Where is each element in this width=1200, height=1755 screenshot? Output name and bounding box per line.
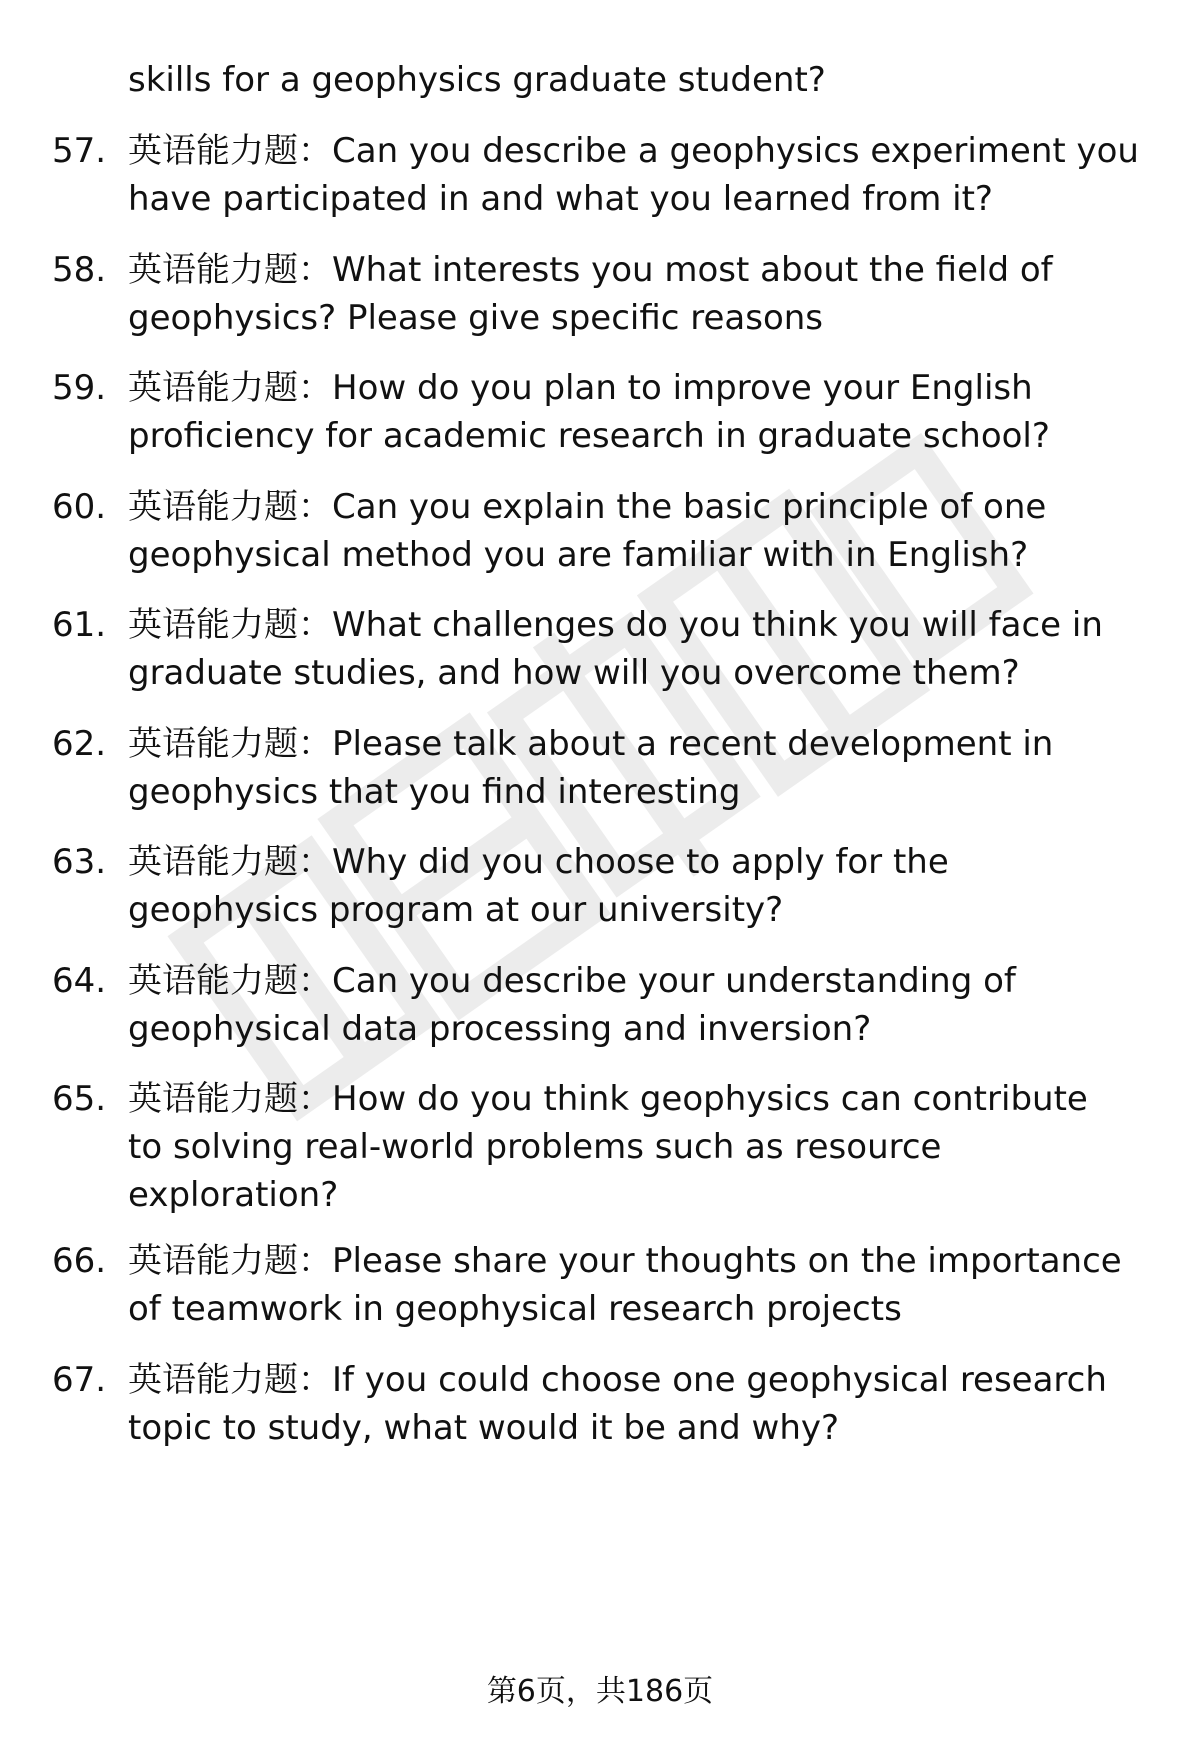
question-number: 67. (52, 1360, 107, 1400)
question-line: exploration? (128, 1175, 339, 1215)
page-footer: 第6页，共186页 (486, 1674, 714, 1709)
continuation-text: skills for a geophysics graduate student? (128, 60, 826, 100)
question-number: 58. (52, 250, 107, 290)
question-line: have participated in and what you learned from it? (128, 179, 993, 219)
question-line: 英语能力题：Can you describe a geophysics experiment you (128, 131, 1139, 171)
question-text (128, 957, 1158, 1053)
question-line: topic to study, what would it be and why? (128, 1408, 840, 1448)
question-number: 57. (52, 131, 107, 171)
question-line: 英语能力题：Can you explain the basic principle of one (128, 487, 1047, 527)
question-number: 59. (52, 368, 107, 408)
question-line: of teamwork in geophysical research projects (128, 1289, 902, 1329)
question-line: 英语能力题：Why did you choose to apply for the (128, 842, 949, 882)
question-line: geophysics? Please give specific reasons (128, 298, 824, 338)
question-line: 英语能力题：If you could choose one geophysical research (128, 1360, 1107, 1400)
question-line: geophysical data processing and inversion? (128, 1009, 872, 1049)
question-line: 英语能力题：Can you describe your understanding of (128, 961, 1016, 1001)
question-text (128, 838, 1158, 934)
question-text (128, 720, 1158, 816)
question-line: geophysical method you are familiar with in English? (128, 535, 1029, 575)
question-line: geophysics program at our university? (128, 890, 784, 930)
question-text (128, 1237, 1158, 1333)
question-text (128, 483, 1158, 579)
question-line: to solving real-world problems such as resource (128, 1127, 942, 1167)
question-line: 英语能力题：What interests you most about the field of (128, 250, 1053, 290)
question-line: 英语能力题：How do you plan to improve your English (128, 368, 1033, 408)
question-line: geophysics that you find interesting (128, 772, 741, 812)
question-line: proficiency for academic research in graduate school? (128, 416, 1050, 456)
question-text (128, 364, 1158, 460)
question-text (128, 1356, 1158, 1452)
question-text (128, 127, 1158, 223)
question-text (128, 601, 1158, 697)
question-number: 66. (52, 1241, 107, 1281)
question-number: 61. (52, 605, 107, 645)
question-number: 63. (52, 842, 107, 882)
question-number: 64. (52, 961, 107, 1001)
question-line: graduate studies, and how will you overcome them? (128, 653, 1020, 693)
question-number: 60. (52, 487, 107, 527)
question-line: 英语能力题：Please share your thoughts on the importance (128, 1241, 1122, 1281)
question-text (128, 246, 1158, 342)
question-line: 英语能力题：How do you think geophysics can contribute (128, 1079, 1088, 1119)
question-line: 英语能力题：What challenges do you think you will face in (128, 605, 1103, 645)
question-text (128, 1075, 1158, 1219)
question-number: 65. (52, 1079, 107, 1119)
question-number: 62. (52, 724, 107, 764)
question-line: 英语能力题：Please talk about a recent development in (128, 724, 1054, 764)
